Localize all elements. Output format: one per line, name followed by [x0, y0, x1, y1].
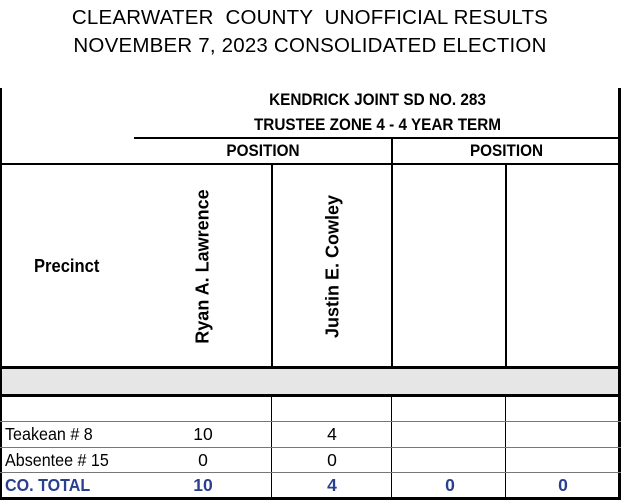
candidate-header-1: Ryan A. Lawrence — [192, 189, 213, 344]
vote-cell: 0 — [198, 450, 208, 470]
report-subtitle: NOVEMBER 7, 2023 CONSOLIDATED ELECTION — [73, 34, 547, 57]
total-cell: 4 — [327, 475, 337, 495]
body-divider-2 — [391, 397, 392, 500]
total-cell: 0 — [445, 475, 455, 495]
row-rule-2 — [0, 447, 621, 448]
candidate-header-2: Justin E. Cowley — [322, 194, 343, 339]
report-title: CLEARWATER COUNTY UNOFFICIAL RESULTS — [71, 6, 549, 29]
vote-cell: 4 — [327, 424, 337, 444]
row-rule-1 — [0, 421, 621, 422]
body-divider-1 — [271, 397, 272, 500]
vote-cell: 10 — [193, 424, 213, 444]
separator-band — [2, 369, 618, 394]
position-heading-2: POSITION — [469, 141, 544, 160]
row-rule-3 — [0, 472, 621, 473]
total-cell: 0 — [558, 475, 568, 495]
total-label: CO. TOTAL — [5, 475, 91, 495]
office-heading: TRUSTEE ZONE 4 - 4 YEAR TERM — [253, 115, 502, 134]
column-divider-1 — [271, 163, 273, 367]
precinct-cell: Teakean # 8 — [5, 424, 93, 444]
district-heading: KENDRICK JOINT SD NO. 283 — [269, 90, 486, 109]
precinct-cell: Absentee # 15 — [5, 450, 109, 470]
precinct-header: Precinct — [34, 256, 100, 276]
band-bottom-rule — [0, 394, 621, 397]
column-divider-2 — [391, 139, 393, 367]
office-rule — [134, 137, 621, 139]
vote-cell: 0 — [327, 450, 337, 470]
position-heading-1: POSITION — [226, 141, 300, 160]
body-divider-3 — [505, 397, 506, 500]
column-divider-3 — [505, 163, 507, 367]
total-cell: 10 — [193, 475, 213, 495]
position-rule — [0, 163, 621, 165]
table-left-border — [0, 88, 2, 500]
